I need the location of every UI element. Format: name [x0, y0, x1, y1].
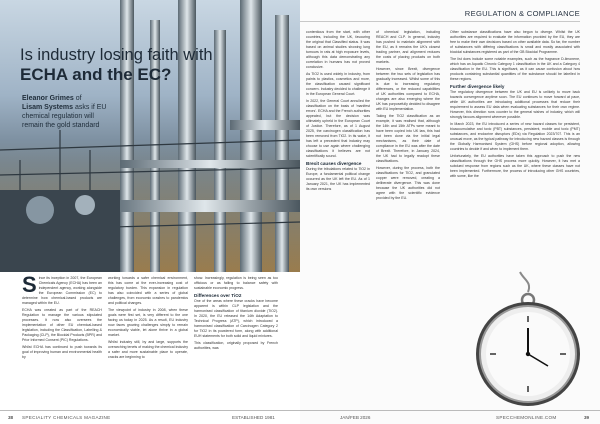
right-column-1	[306, 30, 370, 194]
left-footer	[0, 410, 300, 424]
paragraph: Other substance classifications have also begun to diverge. Whilst the UK authorities are required to evaluate the information provided by the EU, they are free to make their own decisions based on other available data. So far, the number of substances with differing classifications is small and mostly associated with biocidal substances registered as part of the GB Biocidal Programme.	[450, 30, 580, 54]
right-page	[300, 0, 600, 424]
right-column-2	[376, 30, 440, 203]
paragraph: In March 2023, the EU introduced a series of new hazard classes for persistent, bioaccumulative and toxic (PBT) substances, persistent, mobile and toxic (PMT) substances, and endocrine disruptors (EDs) via Regulation 2023/707. This is an unusual move, as the typical pathway for introducing new hazard classes is through the Globally Harmonised System (GHS) before regional adoption, allowing countries to decide if and when to implement them.	[450, 122, 580, 151]
paragraph: Taking the TiO2 classification as an example, it was realised that, although the 14th and 15th ATPs were meant to have been copied into UK law, this had not been done via the initial legal mechanisms, as their date of compliance in the EU was after the date of Brexit. Therefore, in January 2024, the UK had to legally readopt these classifications.	[376, 114, 440, 163]
magazine-brand: SPECIALITY CHEMICALS MAGAZINE	[22, 415, 111, 420]
paragraph: As TiO2 is used widely in industry, from paints to plastics, cosmetics and more, the classification caused significant concern. Industry decided to challenge it in the European General Court.	[306, 72, 370, 96]
paragraph: During the tribulations related to TiO2 in Europe, a fundamental political change occurred as the UK left the EU. As of 1 January 2021, the UK has implemented its own versions	[306, 167, 370, 191]
headline-line2: ECHA and the EC?	[20, 65, 172, 84]
paragraph: The regulatory divergence between the UK and EU is unlikely to move back towards convergence anytime soon. The EU continues to move forward at pace, while UK authorities are introducing additional processes that reduce their requirement to assess EU data when evaluating substances for their own regime. However, this direction runs counter to the general wishes of industry, which will strongly favours alignment wherever possible.	[450, 90, 580, 119]
paragraph: Unfortunately, the EU authorities have taken this approach to push the new classifications through the GHS process more quickly. However, it has met a subdued response from regions such as the UK, where these classes have not been implemented. Furthermore, the process of introducing other GHS countries, with some, like the	[450, 154, 580, 178]
page-number-left: 38	[8, 415, 14, 420]
paragraph: The viewpoint of industry in 2008, when these goals were first set, is very different to the one facing us today in 2025. As a result, EU industry now faces growing challenges simply to remain economically viable, let alone thrive in a global market.	[108, 308, 188, 337]
paragraph: One of the areas where these cracks have become apparent is within CLP legislation and the harmonised classification of titanium dioxide (TiO2). In 2020, the EU released the 14th Adaptation to Technical Progress (ATP), which introduced a harmonised classification of Carcinogen Category 2 for TiO2 in its powdered form, along with additional EUH statements for both solid and liquid mixtures.	[194, 299, 278, 338]
paragraph: Whilst ECHA has continued to push towards its goal of improving human and environmental health by	[22, 345, 102, 359]
paragraph: The list does include some notable examples, such as the fragrance D-limonene, which has an Aquatic Chronic Category 1 classification in the UK and a Category 4 classification in the EU. This is significant, as it can cause confusion about how products containing substantial quantities of the substance should be labelled in these regions.	[450, 57, 580, 81]
subheading-tio2: Differences over TiO2	[194, 293, 242, 298]
paragraph: ince its inception in 2007, the European Chemicals Agency (ECHA) has been an independent agency, working alongside the European Commission (EC) to determine how chemical-based products are managed within the EU.	[22, 276, 102, 305]
subheading-brexit: Brexit causes divergence	[306, 161, 362, 166]
drop-cap: S	[22, 272, 37, 297]
headline	[20, 46, 230, 85]
paragraph: show. Increasingly, regulation is being seen as too officious or as failing to balance safety with sustainable economic progress.	[194, 276, 278, 290]
paragraph: working towards a safer chemical environment, this has come at the ever-increasing cost of regulatory burden. This expansion in regulation has also coincided with a series of global challenges, from economic crashes to pandemics and political changes.	[108, 276, 188, 305]
page-number-right: 39	[584, 415, 590, 420]
section-divider	[300, 21, 580, 22]
paragraph: of chemical legislation, including REACH and CLP. In general, industry has pushed to maintain alignment with the EU, as it remains the UK's closest trading partner, and alignment reduces the costs of placing products on both markets.	[376, 30, 440, 64]
section-label: REGULATION & COMPLIANCE	[464, 9, 580, 18]
pocket-watch-image	[462, 270, 592, 410]
byline-company: Lisam Systems	[22, 104, 73, 111]
paragraph: However, since Brexit, divergence between the two sets of legislation has gradually increased. Whilst some of this is due to increasing regulatory differences, or the reduced capabilities of UK authorities compared to ECHA, changes are also emerging where the UK has purposefully decided to disagree with EU implementation.	[376, 67, 440, 111]
paragraph: contentious from the start, with other countries, including the UK, favouring the original that Classified status. It was based on animal studies showing lung tumours in rats at high exposure levels, although this data demonstrating any correlation in humans has not proved conclusive.	[306, 30, 370, 69]
byline-of: of	[75, 95, 82, 102]
hero-image	[0, 0, 300, 272]
paragraph: Whilst industry still, by and large, supports the overarching tenets of making the chemical industry a safer and more sustainable place to operate, cracks are beginning to	[108, 340, 188, 359]
website: SPECCHEMONLINE.COM	[496, 415, 557, 420]
byline-text: asks if EU chemical regulation will remain the gold standard	[22, 104, 107, 129]
issue-date: JAN/FEB 2026	[340, 415, 371, 420]
subheading-divergence: Further divergence likely	[450, 84, 505, 89]
left-column-2	[108, 276, 188, 362]
refinery-illustration	[0, 0, 300, 272]
byline-author: Eleanor Grimes	[22, 95, 74, 102]
paragraph: This classification, originally proposed by French authorities, was	[194, 341, 278, 350]
paragraph: However, during the process, both the classifications for TiO2, and granulated copper were removed, creating a deliberate divergence. This was done because the UK authorities did not agree with the scientific evidence provided by the EU.	[376, 166, 440, 200]
established-label: ESTABLISHED 1981	[232, 415, 275, 420]
left-column-1	[22, 272, 102, 362]
right-column-3	[450, 30, 580, 181]
paragraph: In 2022, the General Court annulled the classification on the basis of 'manifest errors'. ECHA and the French authorities appealed, but the decision was ultimately upheld in the European Court of Justice. Therefore, as of 1 August 2025, the carcinogen classification has been removed from TiO2. In its wake, it has left a precedent that industry may choose to use again where challenging classifications it believes are not scientifically sound.	[306, 99, 370, 158]
paragraph: ECHA was created as part of the REACH Regulation to manage the various stipulated processes. It now also oversees the implementation of other EU chemical-based legislation, including the Classification, Labelling & Packaging (CLP), the Biocidal Products (BPR) and Prior Informed Consent (PIC) Regulations.	[22, 308, 102, 342]
left-column-3	[194, 276, 278, 353]
byline	[22, 94, 110, 130]
right-footer	[300, 410, 600, 424]
headline-line1: Is industry losing faith with	[20, 46, 213, 64]
